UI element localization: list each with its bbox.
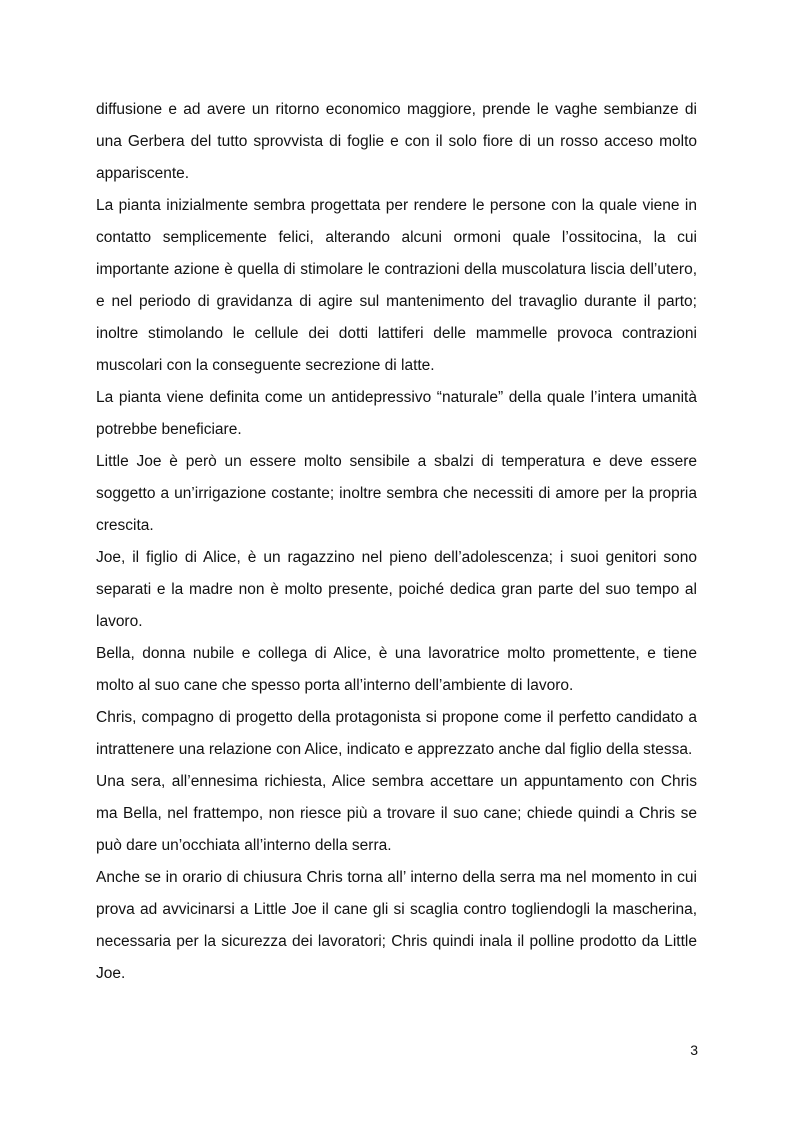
paragraph-3: La pianta viene definita come un antidepressivo “naturale” della quale l’intera umanità potrebbe beneficiare. — [96, 389, 697, 438]
paragraph-8: Una sera, all’ennesima richiesta, Alice sembra accettare un appuntamento con Chris ma Bella, nel frattempo, non riesce più a trovare il suo cane; chiede quindi a Chris se può dare un’occhiata all’interno della serra. — [96, 773, 697, 854]
paragraph-1: diffusione e ad avere un ritorno economico maggiore, prende le vaghe sembianze di una Gerbera del tutto sprovvista di foglie e con il solo fiore di un rosso acceso molto appariscente. — [96, 101, 697, 182]
paragraph-7: Chris, compagno di progetto della protagonista si propone come il perfetto candidato a intrattenere una relazione con Alice, indicato e apprezzato anche dal figlio della stessa. — [96, 709, 697, 758]
body-text — [96, 94, 697, 990]
paragraph-9: Anche se in orario di chiusura Chris torna all’ interno della serra ma nel momento in cui prova ad avvicinarsi a Little Joe il cane gli si scaglia contro togliendogli la mascherina, necessaria per la sicurezza dei lavoratori; Chris quindi inala il polline prodotto da Little Joe. — [96, 869, 697, 982]
paragraph-5: Joe, il figlio di Alice, è un ragazzino nel pieno dell’adolescenza; i suoi genitori sono separati e la madre non è molto presente, poiché dedica gran parte del suo tempo al lavoro. — [96, 549, 697, 630]
paragraph-2: La pianta inizialmente sembra progettata per rendere le persone con la quale viene in contatto semplicemente felici, alterando alcuni ormoni quale l’ossitocina, la cui importante azione è quella di stimolare le contrazioni della muscolatura liscia dell’utero, e nel periodo di gravidanza di agire sul mantenimento del travaglio durante il parto; inoltre stimolando le cellule dei dotti lattiferi delle mammelle provoca contrazioni muscolari con la conseguente secrezione di latte. — [96, 197, 697, 374]
paragraph-6: Bella, donna nubile e collega di Alice, è una lavoratrice molto promettente, e tiene molto al suo cane che spesso porta all’interno dell’ambiente di lavoro. — [96, 645, 697, 694]
page-number: 3 — [690, 1042, 698, 1058]
paragraph-4: Little Joe è però un essere molto sensibile a sbalzi di temperatura e deve essere soggetto a un’irrigazione costante; inoltre sembra che necessiti di amore per la propria crescita. — [96, 453, 697, 534]
